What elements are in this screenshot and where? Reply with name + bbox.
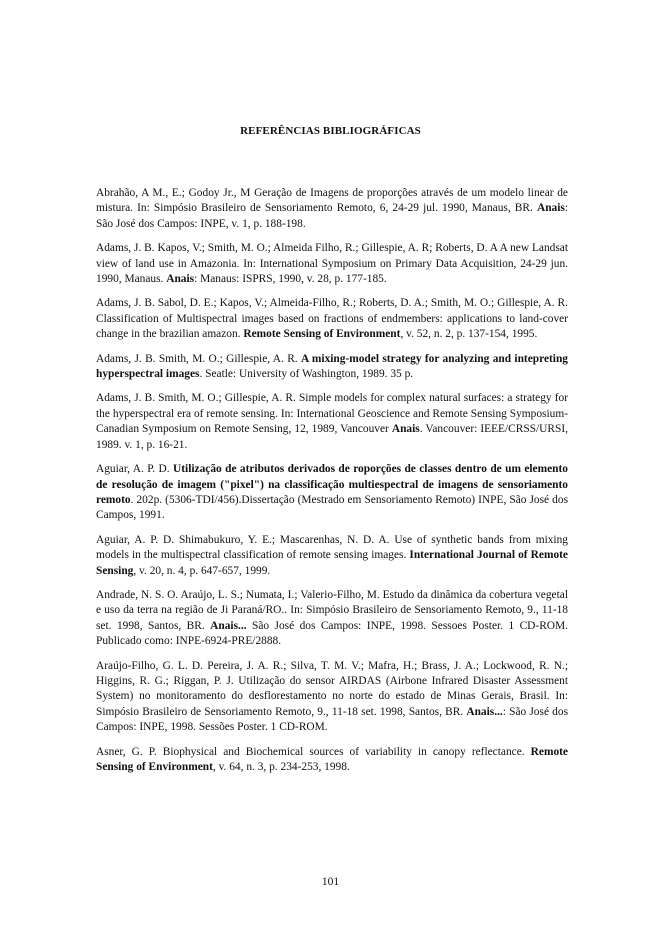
- reference-entry: [96, 659, 568, 736]
- reference-text: : São José dos Campos: INPE, v. 1, p. 188-198.: [96, 202, 568, 230]
- reference-entry: [96, 462, 568, 524]
- reference-entry: [96, 588, 568, 650]
- page-title: REFERÊNCIAS BIBLIOGRÁFICAS: [240, 125, 421, 137]
- reference-text: Aguiar, A. P. D.: [96, 463, 174, 476]
- reference-text: Adams, J. B. Sabol, D. E.; Kapos, V.; Almeida-Filho, R.; Roberts, D. A.; Smith, M. O.; Gillespie, A. R. Classification of Multispectral images based on fractions of endmembers: applications to land-cover change in the brazilian amazon.: [96, 297, 568, 341]
- reference-entry: [96, 241, 568, 287]
- reference-text: , v. 20, n. 4, p. 647-657, 1999.: [133, 564, 271, 577]
- reference-text: , v. 64, n. 3, p. 234-253, 1998.: [212, 761, 350, 773]
- reference-entry: [96, 391, 568, 453]
- reference-text: Asner, G. P. Biophysical and Biochemical sources of variability in canopy reflectance.: [96, 745, 531, 758]
- reference-text: Adams, J. B. Kapos, V.; Smith, M. O.; Almeida Filho, R.; Gillespie, A. R; Roberts, D. A A new Landsat view of land use in Amazonia. In: International Symposium on Primary Data Acquisition, 24-29 jun. 1990, Manaus.: [96, 242, 568, 286]
- reference-bold-text: Anais...: [210, 619, 247, 632]
- reference-bold-text: Anais: [536, 202, 565, 215]
- reference-bold-text: Anais: [391, 423, 420, 436]
- reference-text: , v. 52, n. 2, p. 137-154, 1995.: [400, 328, 538, 341]
- reference-entry: [96, 296, 568, 342]
- reference-bold-text: Anais...: [466, 705, 503, 718]
- reference-entry: [96, 745, 568, 776]
- reference-entry: [96, 352, 568, 383]
- reference-bold-text: Anais: [166, 273, 195, 286]
- reference-entry: [96, 186, 568, 232]
- reference-entry: [96, 533, 568, 579]
- reference-bold-text: Utilização de atributos derivados de roporções de classes dentro de um elemento de resolução de imagem ("pixel") na classificação multiespectral de imagens de sensoriamento remoto: [96, 463, 568, 506]
- reference-text: Abrahão, A M., E.; Godoy Jr., M Geração de Imagens de proporções através de um modelo linear de mistura. In: Simpósio Brasileiro de Sensoriamento Remoto, 6, 24-29 jul. 1990, Manaus, BR.: [96, 187, 568, 215]
- reference-text: . 202p. (5306-TDI/456).Dissertação (Mestrado em Sensoriamento Remoto) INPE, São José dos Campos, 1991.: [96, 493, 568, 522]
- reference-text: : Manaus: ISPRS, 1990, v. 28, p. 177-185.: [194, 273, 387, 286]
- reference-text: Araújo-Filho, G. L. D. Pereira, J. A. R.; Silva, T. M. V.; Mafra, H.; Brass, J. A.; Lockwood, R. N.; Higgins, R. G.; Riggan, P. J. Utilização do sensor AIRDAS (Airbone Infrared Disaster Assessment System) no monitoramento do desflorestamento no norte do estado de Minas Gerais, Brasil. In: Simpósio Brasileiro de Sensoriamento Remoto, 9., 11-18 set. 1998, Santos, BR.: [96, 659, 568, 718]
- page-number: 101: [321, 876, 340, 888]
- reference-text: Andrade, N. S. O. Araújo, L. S.; Numata, I.; Valerio-Filho, M. Estudo da dinâmica da cobertura vegetal e uso da terra na região de Ji Paraná/RO.. In: Simpósio Brasileiro de Sensoriamento Remoto, 9., 11-18 set. 1998, Santos, BR.: [96, 588, 568, 632]
- reference-bold-text: International Journal of Remote Sensing: [96, 549, 568, 577]
- reference-text: . Seatle: University of Washington, 1989. 35 p.: [199, 368, 414, 381]
- reference-bold-text: A mixing-model strategy for analyzing and intepreting hyperspectral images: [96, 352, 568, 381]
- reference-list: [96, 186, 568, 784]
- reference-text: : São José dos Campos: INPE, 1998. Sessões Poster. 1 CD-ROM.: [96, 705, 569, 734]
- reference-bold-text: Remote Sensing of Environment: [96, 745, 568, 773]
- reference-text: Aguiar, A. P. D. Shimabukuro, Y. E.; Mascarenhas, N. D. A. Use of synthetic bands from mixing models in the multispectral classification of remote sensing images.: [96, 533, 568, 562]
- reference-text: São José dos Campos: INPE, 1998. Sessoes Poster. 1 CD-ROM. Publicado como: INPE-6924-PRE/2888.: [96, 619, 568, 648]
- reference-text: Adams, J. B. Smith, M. O.; Gillespie, A. R. Simple models for complex natural surfaces: a strategy for the hyperspectral era of remote sensing. In: International Geoscience and Remote Sensing Symposium- Canadian Symposium on Remote Sensing, 12, 1989, Vancouver: [96, 392, 568, 436]
- reference-bold-text: Remote Sensing of Environment: [243, 328, 401, 341]
- reference-text: Adams, J. B. Smith, M. O.; Gillespie, A. R.: [96, 352, 301, 365]
- reference-text: . Vancouver: IEEE/CRSS/URSI, 1989. v. 1, p. 16-21.: [96, 423, 568, 451]
